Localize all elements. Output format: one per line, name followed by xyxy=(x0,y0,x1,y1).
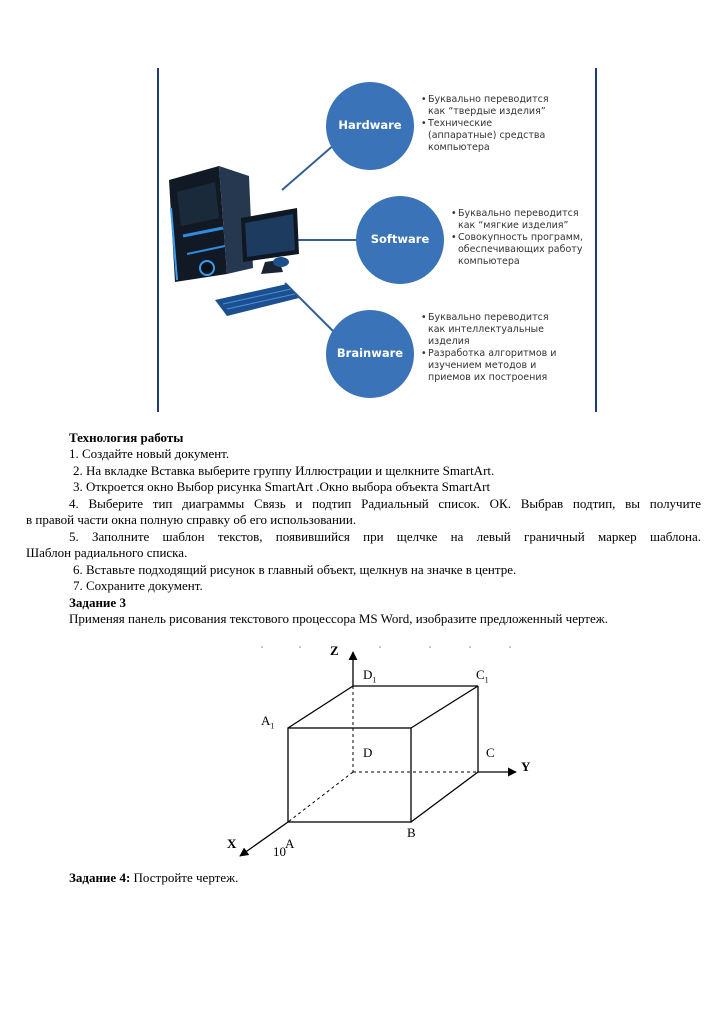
step-1: 1. Создайте новый документ. xyxy=(69,446,230,461)
scan-dots xyxy=(261,646,511,648)
vertex-b-label: B xyxy=(407,825,416,840)
heading-technology: Технология работы xyxy=(69,430,184,445)
task-4 xyxy=(69,870,238,886)
axis-x-label: X xyxy=(227,836,237,851)
step-4-line-1: 4. Выберите тип диаграммы Связь и подтип Радиальный список. ОК. Выбрав подтип, вы получите xyxy=(69,496,701,511)
hardware-bullet-1: • Буквально переводится как “твердые изделия” xyxy=(421,94,561,118)
axis-y-label: Y xyxy=(521,759,531,774)
software-label: Software xyxy=(370,232,430,246)
step-7: 7. Сохраните документ. xyxy=(73,578,203,593)
brainware-bullet-1: • Буквально переводится как интеллектуальные изделия xyxy=(421,312,561,348)
hardware-bullet-2: • Технические (аппаратные) средства компьютера xyxy=(421,118,561,154)
software-bullet-2: • Совокупность программ, обеспечивающих работу компьютера xyxy=(451,232,591,268)
brainware-bullet-2: • Разработка алгоритмов и изучением методов и приемов их построения xyxy=(421,348,561,384)
task-4-title: Задание 4: xyxy=(69,870,131,885)
step-6: 6. Вставьте подходящий рисунок в главный объект, щелкнув на значке в центре. xyxy=(73,562,517,577)
page-number: 10 xyxy=(273,844,286,859)
vertex-a-label: A xyxy=(285,836,295,851)
visible-edges xyxy=(288,686,478,822)
vertex-c-label: C xyxy=(486,745,495,760)
task-4-text: Постройте чертеж. xyxy=(130,870,239,885)
vertex-d-label: D xyxy=(363,745,373,760)
brainware-label: Brainware xyxy=(336,346,404,360)
vertex-d1-label: $D_1$ xyxy=(363,667,377,685)
vertex-a1-label: $A_1$ xyxy=(261,713,275,731)
step-4-line-2: в правой части окна полную справку об его использовании. xyxy=(26,512,357,527)
step-5-line-2: Шаблон радиального списка. xyxy=(26,545,188,560)
step-3: 3. Откроется окно Выбор рисунка SmartArt .Окно выбора объекта SmartArt xyxy=(73,479,491,494)
software-bullet-1: • Буквально переводится как “мягкие изделия” xyxy=(451,208,591,232)
hidden-edges xyxy=(288,686,478,822)
axis-z-label: Z xyxy=(330,643,339,658)
task-3-text: Применяя панель рисования текстового процессора MS Word, изобразите предложенный чертеж. xyxy=(69,611,608,626)
task-3-title: Задание 3 xyxy=(69,595,126,610)
step-2: 2. На вкладке Вставка выберите группу Иллюстрации и щелкните SmartArt. xyxy=(73,463,495,478)
step-5-line-1: 5. Заполните шаблон текстов, появившийся при щелчке на левый граничный маркер шаблона. xyxy=(69,529,701,544)
hardware-label: Hardware xyxy=(338,118,402,132)
vertex-c1-label: $C_1$ xyxy=(476,667,489,685)
